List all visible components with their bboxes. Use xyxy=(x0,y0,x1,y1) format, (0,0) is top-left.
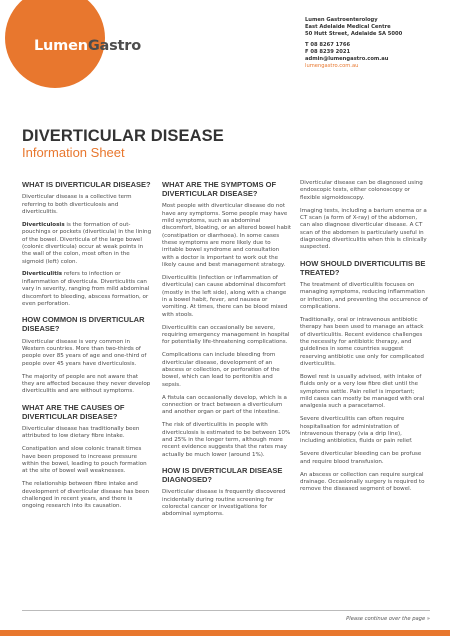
paragraph xyxy=(22,271,152,308)
section-heading: WHAT ARE THE SYMPTOMS OF DIVERTICULAR DISEASE? xyxy=(162,180,277,199)
paragraph: Severe diverticulitis can often require hospitalisation for administration of intravenous therapy (via a drip line), including antibiotics, fluids or pain relief. xyxy=(300,416,413,445)
paragraph: The treatment of diverticulitis focuses on managing symptoms, reducing inflammation or infection, and preventing the occurrence of complications. xyxy=(300,282,428,311)
column-3 xyxy=(300,180,428,501)
column-1 xyxy=(22,180,152,518)
paragraph: The majority of people are not aware that they are affected because they never develop diverticulitis and are without symptoms. xyxy=(22,373,151,395)
section-what-is xyxy=(22,180,152,308)
address-line-2: 50 Hutt Street, Adelaide SA 5000 xyxy=(305,30,403,37)
paragraph: Diverticular disease has traditionally been attributed to low dietary fibre intake. xyxy=(22,426,140,440)
paragraph: Diverticular disease is frequently discovered incidentally during routine screening for colorectal cancer or investigations for abdominal symptoms. xyxy=(162,489,286,518)
contact-block xyxy=(305,17,445,70)
section-treated xyxy=(300,259,428,494)
phone-number: T 08 8267 1766 xyxy=(305,42,351,49)
logo-gastro: Gastro xyxy=(87,38,142,54)
page-subtitle: Information Sheet xyxy=(22,145,125,160)
column-2 xyxy=(162,180,292,526)
paragraph: Diverticulitis can occasionally be severe, requiring emergency management in hospital for potentially life-threatening complications. xyxy=(162,324,290,346)
paragraph-text: refers to infection or inflammation of diverticula. Diverticulitis can vary in severity, ranging from mild abdominal discomfort to bleeding, abscess formation, or even perforation. xyxy=(22,271,150,307)
section-causes xyxy=(22,403,152,511)
section-diagnosed-cont xyxy=(300,180,428,252)
fax-number: F 08 8239 2021 xyxy=(305,49,351,56)
section-heading: HOW SHOULD DIVERTICULITIS BE TREATED? xyxy=(300,258,426,277)
paragraph: Most people with diverticular disease do not have any symptoms. Some people may have mild symptoms, such as abdominal discomfort, bloating, or an altered bowel habit (constipation or diarrhoea). In some cases these symptoms are more likely due to irritable bowel syndrome and consultation with a doctor is important to work out the likely cause and best management strategy. xyxy=(162,203,292,269)
paragraph: A fistula can occasionally develop, which is a connection or tract between a diverticulum and another organ or part of the intestine. xyxy=(162,394,287,416)
section-diagnosed xyxy=(162,466,292,519)
website-link[interactable]: lumengastro.com.au xyxy=(305,62,359,69)
lumen-gastro-logo xyxy=(0,0,170,100)
footer-divider xyxy=(22,610,430,611)
section-heading: HOW IS DIVERTICULAR DISEASE DIAGNOSED? xyxy=(162,466,283,485)
address-line-1: East Adelaide Medical Centre xyxy=(305,23,391,30)
paragraph: Diverticular disease is very common in Western countries. More than two-thirds of people over 85 years of age and one-third of people over 45 years have diverticulosis. xyxy=(22,338,147,367)
paragraph: Diverticulitis (infection or inflammation of diverticula) can cause abdominal discomfort (mostly in the left side), along with a change in a bowel habit, fever, and nausea or vomiting. At times, there can be blood mixed with stools. xyxy=(162,275,288,318)
logo-lumen: Lumen xyxy=(34,38,88,54)
page-title: DIVERTICULAR DISEASE xyxy=(22,127,224,145)
section-heading: WHAT IS DIVERTICULAR DISEASE? xyxy=(22,180,151,189)
paragraph: Complications can include bleeding from diverticular disease, development of an abscess or collection, or perforation of the bowel, which can lead to peritonitis and sepsis. xyxy=(162,352,280,388)
section-symptoms xyxy=(162,180,292,459)
term-diverticulitis: Diverticulitis xyxy=(22,271,63,278)
paragraph: An abscess or collection can require surgical drainage. Occasionally surgery is required to remove the diseased segment of bowel. xyxy=(300,471,425,493)
paragraph: The relationship between fibre intake and development of diverticular disease has been challenged in recent years, and there is ongoing research into its causation. xyxy=(22,481,150,510)
section-heading: WHAT ARE THE CAUSES OF DIVERTICULAR DISEASE? xyxy=(22,402,125,421)
term-diverticulosis: Diverticulosis xyxy=(22,221,65,228)
bottom-accent-bar xyxy=(0,630,450,636)
paragraph-text: is the formation of out-pouchings or pockets (diverticula) in the lining of the bowel. Diverticula of the large bowel (colonic diverticula) occur at weak points in the wall of the colon, most often in the sigmoid (left) colon. xyxy=(22,221,152,265)
paragraph: Imaging tests, including a barium enema or a CT scan (a form of X-ray) of the abdomen, can also diagnose diverticular disease. A CT scan of the abdomen is particularly useful in diagnosing diverticulitis when this is clinically suspected. xyxy=(300,207,427,251)
logo-wordmark xyxy=(34,38,141,54)
paragraph: Diverticular disease is a collective term referring to both diverticulosis and diverticulitis. xyxy=(22,194,132,215)
section-heading: HOW COMMON IS DIVERTICULAR DISEASE? xyxy=(22,315,145,334)
section-how-common xyxy=(22,315,152,395)
practice-name: Lumen Gastroenterology xyxy=(305,17,378,23)
paragraph: Severe diverticular bleeding can be profuse and require blood transfusion. xyxy=(300,451,422,465)
paragraph: Diverticular disease can be diagnosed using endoscopic tests, either colonoscopy or flexible sigmoidoscopy. xyxy=(300,180,423,201)
continue-note: Please continue over the page » xyxy=(346,616,430,622)
email-link[interactable]: admin@lumengastro.com.au xyxy=(305,55,389,62)
paragraph: The risk of diverticulitis in people with diverticulosis is estimated to be between 10% and 25% in the longer term, although more recent evidence suggests that the rates may actually be much lower (around 1%). xyxy=(162,422,291,458)
paragraph: Constipation and slow colonic transit times have been proposed to increase pressure within the bowel, leading to pouch formation at the site of bowel wall weaknesses. xyxy=(22,446,147,475)
paragraph xyxy=(22,222,152,266)
paragraph: Traditionally, oral or intravenous antibiotic therapy has been used to manage an attack of diverticulitis. Recent evidence challenges the necessity for antibiotic therapy, and guidelines in some countries suggest reserving antibiotic use only for complicated diverticulitis. xyxy=(300,317,424,368)
paragraph: Bowel rest is usually advised, with intake of fluids only or a very low fibre diet until the symptoms settle. Pain relief is important; mild cases can mostly be managed with oral analgesia such a paracetamol. xyxy=(300,374,425,410)
